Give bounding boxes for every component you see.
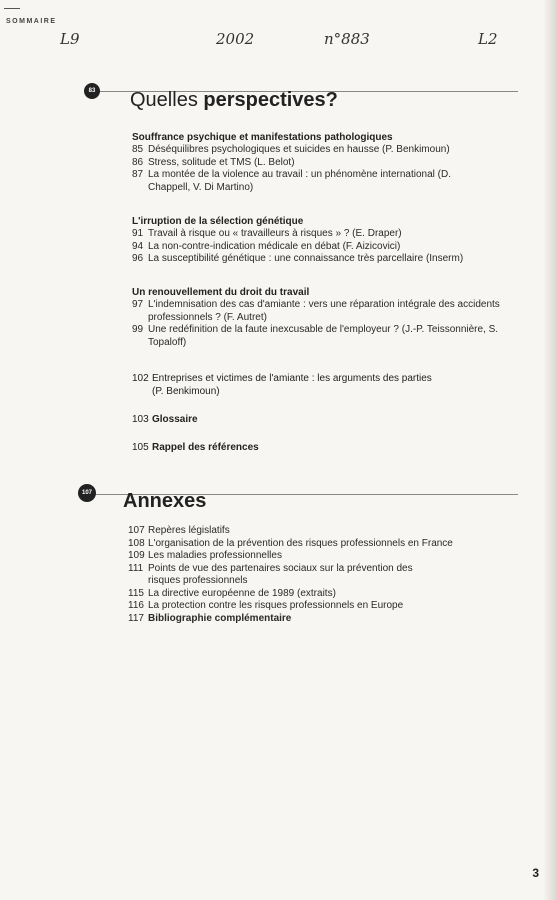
page-number: 3 bbox=[532, 866, 539, 880]
header-label: SOMMAIRE bbox=[6, 18, 57, 25]
toc-entry bbox=[132, 373, 442, 398]
section-title bbox=[130, 89, 338, 112]
entry-page: 91 bbox=[132, 228, 144, 239]
handwritten-note-1: L9 bbox=[60, 30, 80, 48]
section-page-badge: 83 bbox=[84, 83, 100, 99]
entry-text: L'organisation de la prévention des risques professionnels en France bbox=[148, 537, 453, 549]
annexes-title: Annexes bbox=[123, 490, 207, 512]
entry-text: Stress, solitude et TMS (L. Belot) bbox=[148, 156, 295, 168]
entry-text: Glossaire bbox=[152, 414, 198, 425]
entry-text: Entreprises et victimes de l'amiante : les arguments des parties (P. Benkimoun) bbox=[152, 373, 432, 397]
entry-text: Points de vue des partenaires sociaux sur la prévention des risques professionnels bbox=[148, 562, 413, 586]
toc-entry bbox=[128, 538, 528, 551]
toc-entry bbox=[132, 324, 502, 349]
entry-page: 94 bbox=[132, 240, 144, 252]
entry-text: La directive européenne de 1989 (extraits) bbox=[148, 587, 336, 599]
entry-page: 107 bbox=[128, 525, 145, 536]
toc-entry bbox=[132, 442, 259, 455]
entry-text: Rappel des références bbox=[152, 442, 259, 453]
toc-group bbox=[132, 286, 522, 349]
entry-text: L'indemnisation des cas d'amiante : vers une réparation intégrale des accidents professionnels ? (F. Autret) bbox=[148, 299, 500, 323]
entry-text: La non-contre-indication médicale en débat (F. Aizicovici) bbox=[148, 240, 401, 252]
toc-entry bbox=[128, 613, 528, 626]
toc-entry bbox=[128, 550, 528, 563]
toc-entry bbox=[132, 169, 452, 194]
toc-entry bbox=[128, 525, 528, 538]
header-tick bbox=[4, 8, 20, 9]
entry-page: 116 bbox=[128, 600, 144, 611]
annex-list bbox=[128, 525, 528, 625]
entry-page: 87 bbox=[132, 169, 144, 180]
toc-entry bbox=[128, 588, 528, 601]
entry-text: Travail à risque ou « travailleurs à risques » ? (E. Draper) bbox=[148, 228, 402, 239]
toc-group bbox=[132, 131, 522, 194]
toc-entry bbox=[128, 563, 418, 588]
entry-text: Une redéfinition de la faute inexcusable de l'employeur ? (J.-P. Teissonnière, S. Topaloff) bbox=[148, 324, 499, 348]
handwritten-note-2: 2002 bbox=[216, 30, 255, 48]
entry-page: 117 bbox=[128, 612, 144, 624]
entry-page: 108 bbox=[128, 537, 145, 549]
toc-entry bbox=[132, 253, 522, 266]
toc-entry bbox=[132, 241, 522, 254]
entry-page: 105 bbox=[132, 442, 149, 453]
entry-text: Les maladies professionnelles bbox=[148, 550, 282, 561]
entry-page: 115 bbox=[128, 587, 144, 599]
toc-entry bbox=[128, 600, 528, 613]
entry-text: La susceptibilité génétique : une connaissance très parcellaire (Inserm) bbox=[148, 253, 464, 264]
entry-text: La protection contre les risques professionnels en Europe bbox=[148, 600, 404, 611]
entry-page: 99 bbox=[132, 324, 144, 335]
group-title: L'irruption de la sélection génétique bbox=[132, 216, 304, 227]
page-edge-shadow bbox=[543, 0, 557, 900]
entry-page: 96 bbox=[132, 253, 144, 264]
group-title: Un renouvellement du droit du travail bbox=[132, 287, 310, 298]
toc-entry bbox=[132, 414, 198, 427]
entry-page: 97 bbox=[132, 299, 144, 310]
entry-page: 102 bbox=[132, 373, 149, 384]
section-title-light: Quelles bbox=[130, 89, 204, 111]
group-title: Souffrance psychique et manifestations pathologiques bbox=[132, 132, 393, 143]
entry-text: La montée de la violence au travail : un phénomène international (D. Chappell, V. Di Martino) bbox=[148, 169, 451, 193]
handwritten-note-4: L2 bbox=[478, 30, 498, 48]
entry-page: 85 bbox=[132, 144, 144, 155]
toc-entry bbox=[132, 228, 522, 241]
entry-page: 111 bbox=[128, 562, 144, 574]
toc-entry bbox=[132, 157, 522, 170]
entry-page: 86 bbox=[132, 156, 144, 168]
toc-entry bbox=[132, 299, 512, 324]
entry-page: 103 bbox=[132, 414, 149, 425]
entry-page: 109 bbox=[128, 550, 145, 561]
toc-entry bbox=[132, 144, 522, 157]
toc-group bbox=[132, 215, 522, 266]
handwritten-note-3: n°883 bbox=[324, 30, 370, 48]
entry-text: Bibliographie complémentaire bbox=[148, 612, 292, 624]
entry-text: Déséquilibres psychologiques et suicides en hausse (P. Benkimoun) bbox=[148, 144, 450, 155]
section-page-badge: 107 bbox=[78, 484, 96, 502]
section-title-bold: perspectives? bbox=[203, 89, 338, 111]
entry-text: Repères législatifs bbox=[148, 525, 230, 536]
